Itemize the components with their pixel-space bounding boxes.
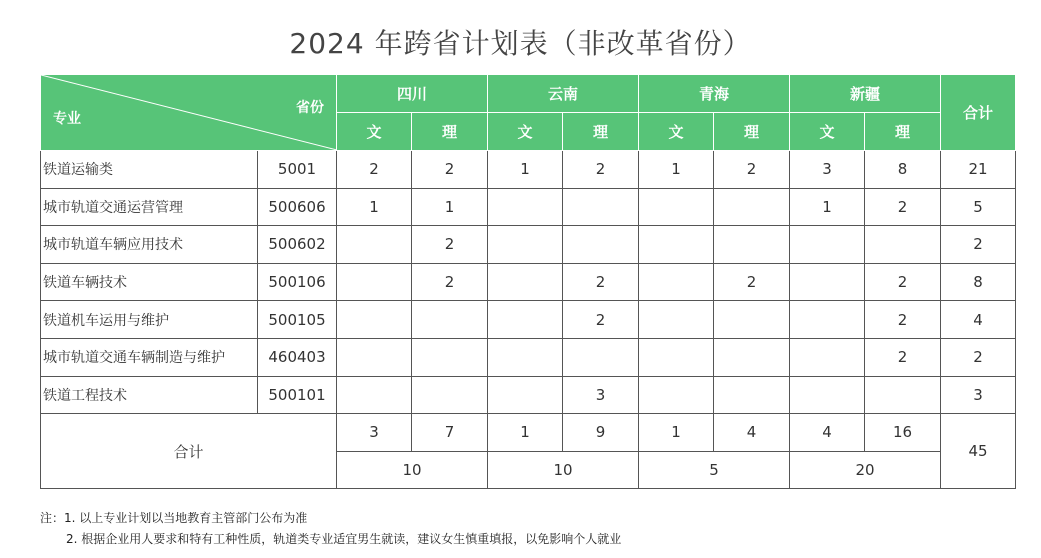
- major-code: 5001: [258, 151, 337, 189]
- value-cell: [337, 376, 412, 414]
- wen-header: 文: [639, 113, 714, 151]
- value-cell: 2: [563, 151, 639, 189]
- table-row: [41, 338, 1016, 376]
- table-row: [41, 226, 1016, 264]
- value-cell: [639, 376, 714, 414]
- value-cell: 8: [865, 151, 941, 189]
- value-cell: [563, 188, 639, 226]
- value-cell: 2: [714, 151, 790, 189]
- value-cell: [639, 263, 714, 301]
- li-header: 理: [865, 113, 941, 151]
- province-total: 10: [488, 451, 639, 489]
- value-cell: [488, 301, 563, 339]
- value-cell: [790, 301, 865, 339]
- note-line: 注：1. 以上专业计划以当地教育主管部门公布为准: [40, 511, 308, 525]
- value-cell: 1: [488, 151, 563, 189]
- value-cell: [790, 263, 865, 301]
- major-code: 500602: [258, 226, 337, 264]
- major-name: 城市轨道交通运营管理: [41, 188, 258, 226]
- summary-sub-cell: 9: [563, 414, 639, 452]
- table-row: [41, 301, 1016, 339]
- li-header: 理: [563, 113, 639, 151]
- value-cell: [865, 376, 941, 414]
- province-total: 5: [639, 451, 790, 489]
- value-cell: 1: [790, 188, 865, 226]
- value-cell: [412, 376, 488, 414]
- wen-header: 文: [790, 113, 865, 151]
- row-total: 3: [941, 376, 1016, 414]
- value-cell: [337, 263, 412, 301]
- value-cell: 2: [865, 301, 941, 339]
- major-code: 460403: [258, 338, 337, 376]
- major-code: 500105: [258, 301, 337, 339]
- value-cell: 1: [412, 188, 488, 226]
- value-cell: [337, 226, 412, 264]
- value-cell: [790, 376, 865, 414]
- value-cell: [488, 263, 563, 301]
- major-name: 铁道机车运用与维护: [41, 301, 258, 339]
- value-cell: 2: [865, 338, 941, 376]
- province-total: 20: [790, 451, 941, 489]
- summary-row: [41, 414, 1016, 452]
- major-name: 城市轨道车辆应用技术: [41, 226, 258, 264]
- value-cell: [714, 376, 790, 414]
- row-total: 2: [941, 338, 1016, 376]
- total-header: 合计: [941, 75, 1016, 151]
- value-cell: [714, 226, 790, 264]
- value-cell: 2: [337, 151, 412, 189]
- value-cell: [714, 338, 790, 376]
- value-cell: [412, 301, 488, 339]
- value-cell: 1: [337, 188, 412, 226]
- li-header: 理: [714, 113, 790, 151]
- value-cell: 2: [412, 226, 488, 264]
- province-total: 10: [337, 451, 488, 489]
- grand-total: 45: [941, 414, 1016, 489]
- summary-sub-cell: 4: [714, 414, 790, 452]
- value-cell: 3: [563, 376, 639, 414]
- value-cell: 1: [639, 151, 714, 189]
- value-cell: 2: [412, 151, 488, 189]
- value-cell: [488, 226, 563, 264]
- province-header: 新疆: [790, 75, 941, 113]
- value-cell: [639, 338, 714, 376]
- value-cell: [337, 301, 412, 339]
- value-cell: [488, 338, 563, 376]
- province-header: 青海: [639, 75, 790, 113]
- summary-sub-cell: 4: [790, 414, 865, 452]
- summary-sub-cell: 7: [412, 414, 488, 452]
- summary-sub-cell: 16: [865, 414, 941, 452]
- row-total: 2: [941, 226, 1016, 264]
- major-name: 铁道车辆技术: [41, 263, 258, 301]
- corner-label-province: 省份: [296, 100, 324, 116]
- major-name: 铁道工程技术: [41, 376, 258, 414]
- note-line: 2. 根据企业用人要求和特有工种性质，轨道类专业适宜男生就读，建议女生慎重填报，以免影响个人就业: [66, 532, 622, 546]
- value-cell: 2: [865, 263, 941, 301]
- value-cell: [639, 188, 714, 226]
- enrollment-plan-table: [40, 74, 1016, 489]
- value-cell: 3: [790, 151, 865, 189]
- value-cell: 2: [563, 263, 639, 301]
- value-cell: [714, 301, 790, 339]
- value-cell: 2: [714, 263, 790, 301]
- value-cell: [714, 188, 790, 226]
- major-code: 500606: [258, 188, 337, 226]
- value-cell: [865, 226, 941, 264]
- footnotes: [40, 508, 621, 550]
- value-cell: [639, 301, 714, 339]
- major-name: 铁道运输类: [41, 151, 258, 189]
- diagonal-divider-line: [41, 75, 337, 150]
- value-cell: [337, 338, 412, 376]
- row-total: 4: [941, 301, 1016, 339]
- value-cell: [488, 188, 563, 226]
- summary-sub-cell: 1: [488, 414, 563, 452]
- province-header: 云南: [488, 75, 639, 113]
- major-code: 500106: [258, 263, 337, 301]
- table-row: [41, 263, 1016, 301]
- wen-header: 文: [337, 113, 412, 151]
- summary-sub-cell: 3: [337, 414, 412, 452]
- corner-label-major: 专业: [53, 111, 81, 127]
- value-cell: 2: [563, 301, 639, 339]
- row-total: 5: [941, 188, 1016, 226]
- table-row: [41, 188, 1016, 226]
- value-cell: [563, 226, 639, 264]
- value-cell: 2: [412, 263, 488, 301]
- table-row: [41, 376, 1016, 414]
- wen-header: 文: [488, 113, 563, 151]
- value-cell: [488, 376, 563, 414]
- value-cell: [563, 338, 639, 376]
- header-corner-cell: [41, 75, 337, 151]
- value-cell: [790, 338, 865, 376]
- page-title: 2024 年跨省计划表（非改革省份）: [289, 27, 752, 60]
- province-header: 四川: [337, 75, 488, 113]
- major-code: 500101: [258, 376, 337, 414]
- table-row: [41, 151, 1016, 189]
- value-cell: [639, 226, 714, 264]
- value-cell: 2: [865, 188, 941, 226]
- li-header: 理: [412, 113, 488, 151]
- value-cell: [790, 226, 865, 264]
- summary-label: 合计: [41, 414, 337, 489]
- row-total: 8: [941, 263, 1016, 301]
- row-total: 21: [941, 151, 1016, 189]
- value-cell: [412, 338, 488, 376]
- major-name: 城市轨道交通车辆制造与维护: [41, 338, 258, 376]
- summary-sub-cell: 1: [639, 414, 714, 452]
